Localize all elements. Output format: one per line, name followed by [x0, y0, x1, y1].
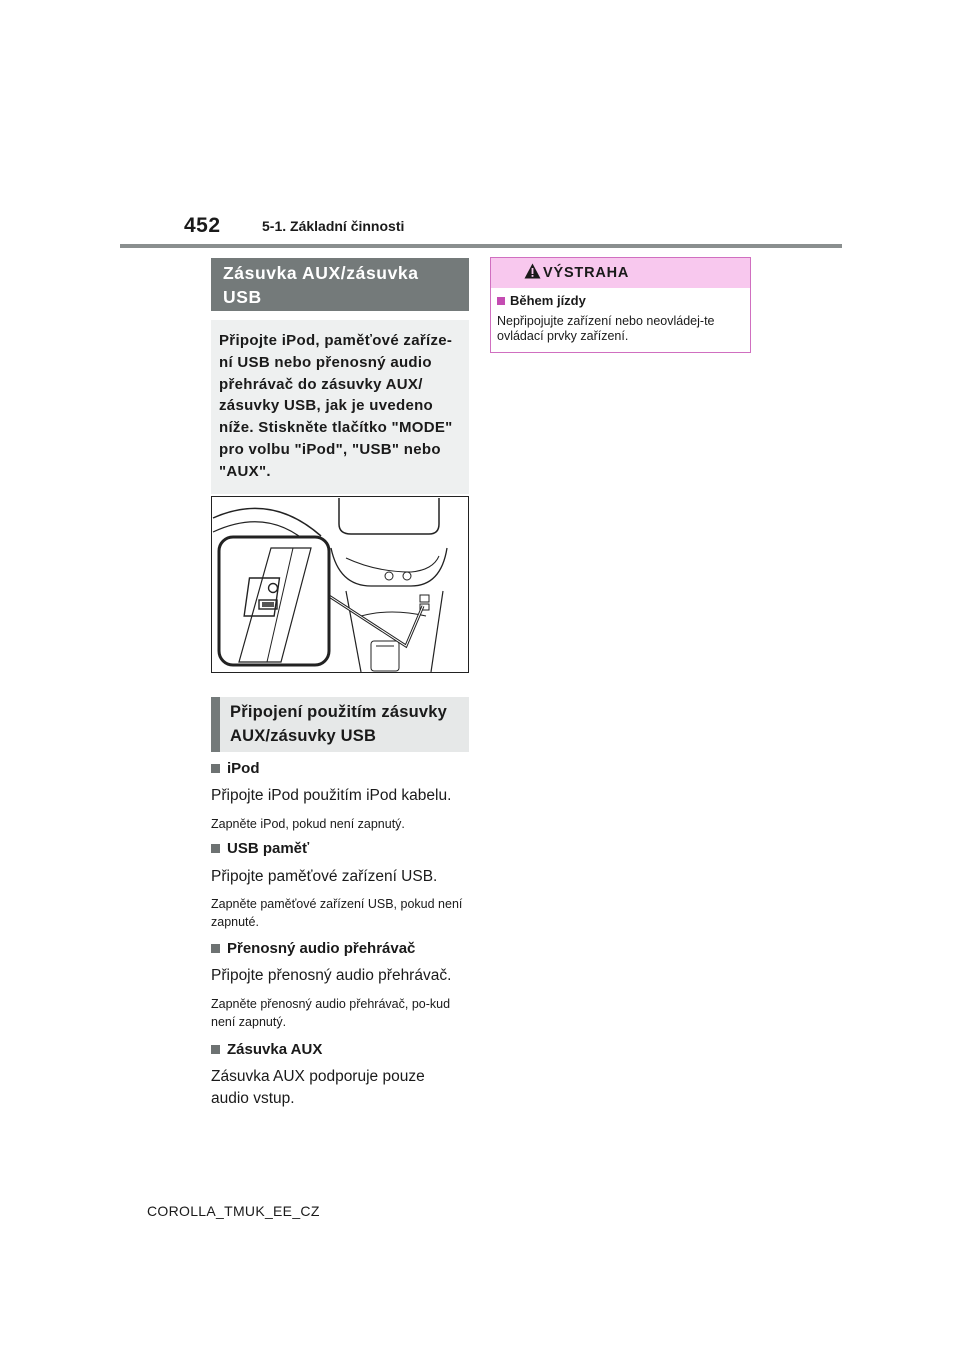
header-rule — [120, 244, 842, 248]
item-title: Zásuvka AUX — [227, 1041, 323, 1058]
sub-heading: Připojení použitím zásuvky AUX/zásuvky USB — [211, 697, 469, 752]
document-code: COROLLA_TMUK_EE_CZ — [147, 1203, 320, 1219]
item-note-ipod: Zapněte iPod, pokud není zapnutý. — [211, 817, 405, 831]
intro-box: Připojte iPod, paměťové zaříze-ní USB nebo přenosný audio přehrávač do zásuvky AUX/ zásuvky USB, jak je uvedeno níže. Stiskněte tlačítko "MODE" pro volbu "iPod", "USB" nebo "AUX". — [211, 320, 469, 494]
section-title: 5-1. Základní činnosti — [262, 218, 405, 234]
item-title: USB paměť — [227, 840, 310, 857]
item-heading-aux — [209, 1041, 322, 1058]
item-heading-ipod — [209, 760, 260, 777]
square-bullet-icon — [211, 1045, 220, 1054]
item-note-player: Zapněte přenosný audio přehrávač, po-kud není zapnutý. — [211, 997, 451, 1029]
page-number: 452 — [184, 214, 221, 237]
warning-header — [491, 258, 750, 288]
item-body-usb: Připojte paměťové zařízení USB. — [211, 868, 438, 885]
item-body-ipod: Připojte iPod použitím iPod kabelu. — [211, 787, 452, 804]
square-bullet-icon — [211, 944, 220, 953]
square-bullet-icon — [497, 297, 505, 305]
section-heading: Zásuvka AUX/zásuvka USB — [211, 258, 469, 311]
square-bullet-icon — [211, 844, 220, 853]
item-body-aux: Zásuvka AUX podporuje pouze audio vstup. — [211, 1068, 425, 1107]
item-title: Přenosný audio přehrávač — [227, 940, 416, 957]
warning-title: VÝSTRAHA — [543, 265, 630, 281]
item-title: iPod — [227, 760, 260, 777]
warning-text: Nepřipojujte zařízení nebo neovládej-te ovládací prvky zařízení. — [497, 314, 715, 343]
item-body-player: Připojte přenosný audio přehrávač. — [211, 967, 452, 984]
warning-subtitle-text: Během jízdy — [510, 293, 586, 308]
dashboard-drawing — [211, 496, 469, 673]
square-bullet-icon — [211, 764, 220, 773]
dashboard-illustration — [211, 496, 469, 673]
item-heading-player — [209, 940, 415, 957]
warning-triangle-icon — [524, 263, 541, 279]
item-note-usb: Zapněte paměťové zařízení USB, pokud není zapnuté. — [211, 897, 463, 929]
item-heading-usb — [209, 840, 309, 857]
warning-subtitle — [497, 293, 586, 308]
warning-box — [490, 257, 751, 353]
